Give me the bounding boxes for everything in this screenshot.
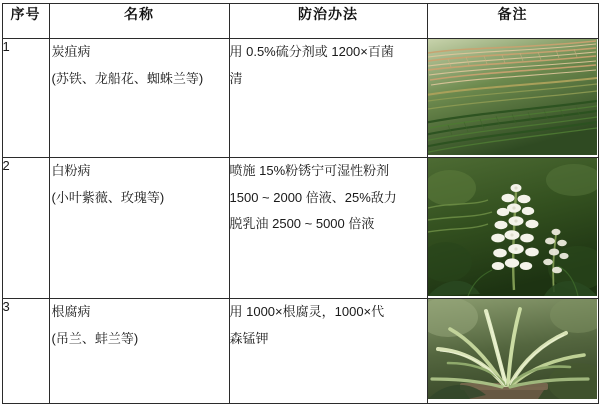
white-flower-powdery-mildew-photo xyxy=(428,158,598,296)
remark-cell xyxy=(427,299,598,404)
treatment-line: 森锰钾 xyxy=(229,330,269,346)
row-number: 3 xyxy=(2,299,49,404)
disease-name-cell xyxy=(49,299,229,404)
disease-name: 炭疽病 xyxy=(51,44,91,59)
treatment-cell xyxy=(229,39,427,158)
header-row xyxy=(2,4,598,39)
remark-cell xyxy=(427,158,598,299)
disease-name-cell xyxy=(49,158,229,299)
treatment-line: 清 xyxy=(229,70,243,86)
treatment-line: 脱乳油 2500 ~ 5000 倍液 xyxy=(229,216,375,232)
table-row xyxy=(2,158,598,299)
palm-leaf-anthracnose-photo xyxy=(428,39,598,155)
column-header-remark: 备注 xyxy=(427,4,598,39)
spider-plant-root-rot-photo xyxy=(428,299,598,399)
row-number: 2 xyxy=(2,158,49,299)
table-row xyxy=(2,39,598,158)
treatment-cell xyxy=(229,299,427,404)
disease-name: 白粉病 xyxy=(51,163,91,178)
disease-name-cell xyxy=(49,39,229,158)
column-header-name: 名称 xyxy=(49,4,229,39)
disease-hosts: (吊兰、蚌兰等) xyxy=(51,330,139,346)
remark-cell xyxy=(427,39,598,158)
disease-hosts: (小叶紫薇、玫瑰等) xyxy=(51,189,165,205)
column-header-treatment: 防治办法 xyxy=(229,4,427,39)
plant-disease-table xyxy=(2,3,599,404)
row-number: 1 xyxy=(2,39,49,158)
table-body xyxy=(2,39,598,404)
table-header xyxy=(2,4,598,39)
treatment-line: 1500 ~ 2000 倍液、25%敌力 xyxy=(229,189,397,205)
disease-hosts: (苏铁、龙船花、蜘蛛兰等) xyxy=(51,70,204,86)
treatment-line: 用 1000×根腐灵，1000×代 xyxy=(229,304,385,319)
treatment-line: 用 0.5%硫分剂或 1200×百菌 xyxy=(229,44,394,59)
column-header-no: 序号 xyxy=(2,4,49,39)
treatment-line: 喷施 15%粉锈宁可湿性粉剂 xyxy=(229,163,390,178)
table-row xyxy=(2,299,598,404)
disease-name: 根腐病 xyxy=(51,304,91,319)
treatment-cell xyxy=(229,158,427,299)
document-page xyxy=(0,3,600,407)
